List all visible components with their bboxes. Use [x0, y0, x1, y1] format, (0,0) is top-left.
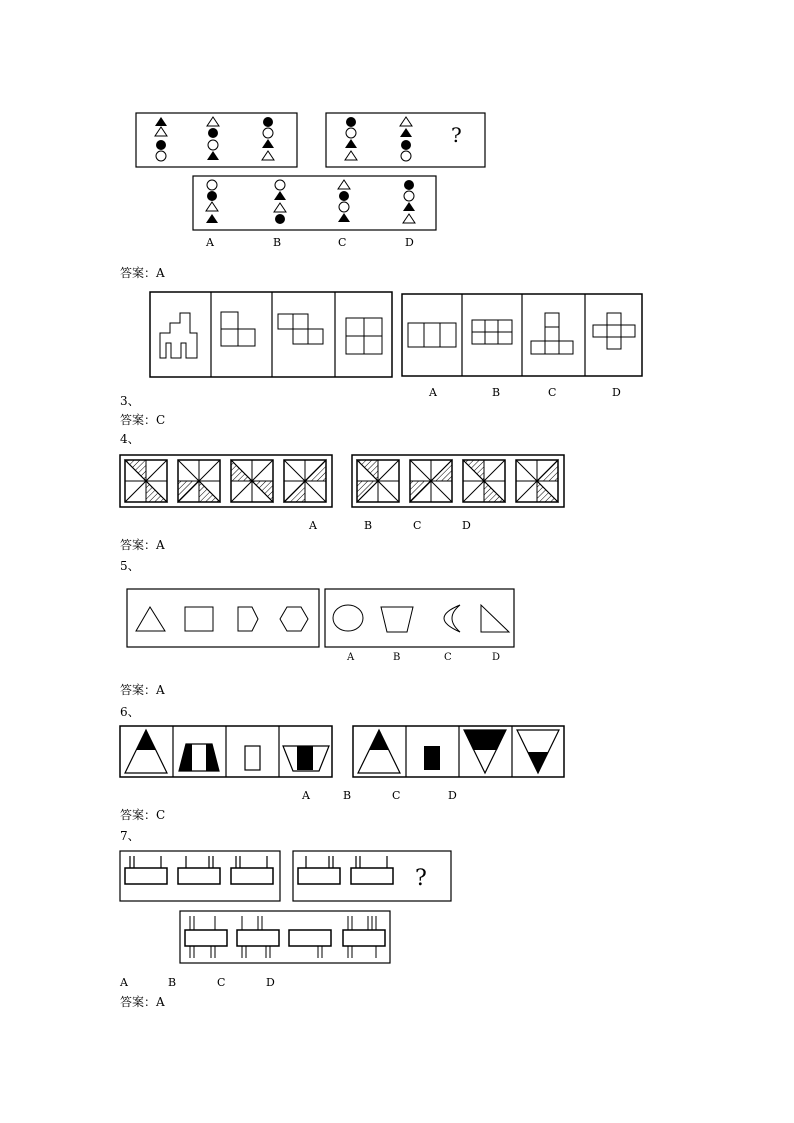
- q6-options-box: [353, 726, 564, 777]
- q6-number: 6、: [120, 705, 140, 719]
- q4-option-b: B: [364, 519, 373, 532]
- q7-option-a: A: [120, 976, 128, 989]
- q1-question-mark: ?: [451, 123, 462, 147]
- q7-option-d: D: [266, 976, 275, 989]
- q3-number: 3、: [120, 394, 140, 408]
- q6-option-c: C: [392, 789, 401, 802]
- q5-number: 5、: [120, 559, 140, 573]
- q4-options-box: [352, 455, 564, 507]
- q3-option-b: B: [492, 386, 501, 399]
- q5-option-d: D: [492, 652, 501, 663]
- q4-option-a: A: [309, 519, 317, 532]
- q1-option-a: A: [206, 236, 214, 249]
- q5-option-a: A: [347, 652, 355, 663]
- q4-answer: 答案：A: [120, 538, 165, 552]
- q7-question-mark: ?: [415, 866, 427, 891]
- q4-number: 4、: [120, 432, 140, 446]
- q1-options-box: [193, 176, 436, 230]
- q6-option-d: D: [448, 789, 457, 802]
- q1-question-box-left: [136, 113, 297, 167]
- q3-option-d: D: [612, 386, 621, 399]
- q4-question-box: [120, 455, 332, 507]
- q6-option-b: B: [343, 789, 352, 802]
- q1-option-d: D: [405, 236, 414, 249]
- q7-number: 7、: [120, 829, 140, 843]
- q1-option-c: C: [338, 236, 347, 249]
- q7-answer: 答案：A: [120, 995, 165, 1009]
- q5-answer: 答案：A: [120, 683, 165, 697]
- q3-options-box: [402, 294, 642, 376]
- q7-question-box-left: [120, 851, 280, 901]
- q3-option-c: C: [548, 386, 557, 399]
- q3-option-a: A: [429, 386, 437, 399]
- q1-option-b: B: [273, 236, 282, 249]
- q5-option-b: B: [393, 652, 401, 663]
- q7-option-b: B: [168, 976, 177, 989]
- q1-answer: 答案：A: [120, 266, 165, 280]
- q3-answer: 答案：C: [120, 413, 166, 427]
- q5-question-box: [127, 589, 319, 647]
- q6-option-a: A: [302, 789, 310, 802]
- q5-option-c: C: [444, 652, 452, 663]
- q7-options-box: [180, 911, 390, 963]
- q6-answer: 答案：C: [120, 808, 166, 822]
- q6-question-box: [120, 726, 332, 777]
- q5-options-box: [325, 589, 514, 647]
- q4-option-d: D: [462, 519, 471, 532]
- q7-question-box-right: [293, 851, 451, 901]
- q3-question-box: [150, 292, 392, 377]
- q7-option-c: C: [217, 976, 226, 989]
- q4-option-c: C: [413, 519, 422, 532]
